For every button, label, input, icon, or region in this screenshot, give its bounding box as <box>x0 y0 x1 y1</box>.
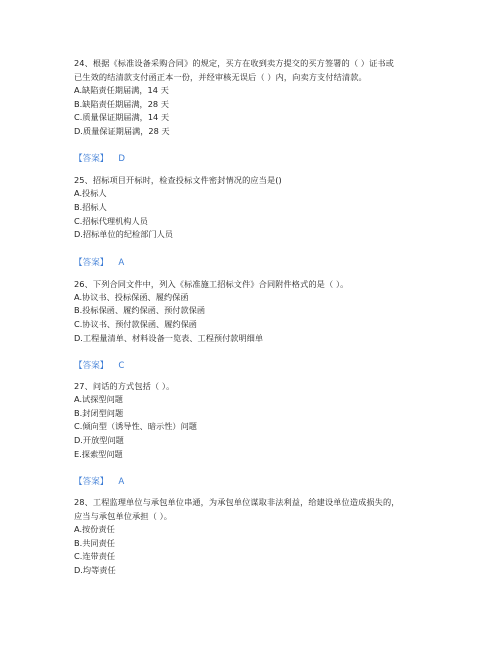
option-e: E.探索型问题 <box>74 448 123 459</box>
question-28 <box>74 495 430 577</box>
option-c: C.连带责任 <box>74 551 116 562</box>
answer-label: 【答案】 <box>74 257 109 268</box>
option-d: D.工程量清单、材料设备一览表、工程预付款明细单 <box>74 332 264 343</box>
answer-row <box>74 256 430 270</box>
option-a: A.缺陷责任期届满，14 天 <box>74 85 169 95</box>
option-d: D.开放型问题 <box>74 434 124 445</box>
question-24 <box>74 56 430 166</box>
option-b: B.投标保函、履约保函、预付款保函 <box>74 305 206 316</box>
question-stem-line: 已生效的结清款支付函正本一份，并经审核无误后（ ）内，向卖方支付结清款。 <box>74 72 367 82</box>
question-stem-line: 26、下列合同文件中，列入《标准施工招标文件》合同附件格式的是（ ）。 <box>74 278 349 289</box>
option-c: C.协议书、预付款保函、履约保函 <box>74 318 197 329</box>
option-a: A.试探型问题 <box>74 394 123 405</box>
option-a: A.投标人 <box>74 188 107 199</box>
option-b: B.缺陷责任期届满，28 天 <box>74 98 169 109</box>
option-a: A.按份责任 <box>74 524 115 535</box>
question-stem-line: 25、招标项目开标时，检查投标文件密封情况的应当是() <box>74 175 282 186</box>
option-a: A.协议书、投标保函、履约保函 <box>74 291 189 302</box>
answer-value: A <box>118 477 125 488</box>
option-d: D.招标单位的纪检部门人员 <box>74 229 173 240</box>
option-c: C.质量保证期届满，14 天 <box>74 112 170 123</box>
answer-row <box>74 475 430 489</box>
question-stem-line: 24、根据《标准设备采购合同》的规定，买方在收到卖方提交的买方签署的（ ）证书或 <box>74 58 394 68</box>
answer-label: 【答案】 <box>74 154 109 165</box>
question-stem-line: 应当与承包单位承担（ ）。 <box>74 511 173 522</box>
option-b: B.共同责任 <box>74 537 115 548</box>
answer-value: C <box>118 361 125 372</box>
option-c: C.倾向型（诱导性、暗示性）问题 <box>74 421 197 432</box>
option-b: B.招标人 <box>74 201 107 212</box>
option-c: C.招标代理机构人员 <box>74 215 148 226</box>
option-d: D.均等责任 <box>74 564 116 575</box>
answer-value: D <box>118 154 126 165</box>
answer-label: 【答案】 <box>74 361 109 372</box>
question-25 <box>74 173 430 269</box>
answer-row <box>74 152 430 166</box>
option-d: D.质量保证期届满，28 天 <box>74 125 170 136</box>
question-stem-line: 28、工程监理单位与承包单位串通，为承包单位谋取非法利益，给建设单位造成损失的， <box>74 497 400 508</box>
exam-page <box>74 56 430 577</box>
answer-value: A <box>118 257 125 268</box>
answer-label: 【答案】 <box>74 477 109 488</box>
question-26 <box>74 277 430 373</box>
answer-row <box>74 359 430 373</box>
question-stem-line: 27、问话的方式包括（ ）。 <box>74 381 175 392</box>
question-27 <box>74 379 430 489</box>
option-b: B.封闭型问题 <box>74 407 124 418</box>
